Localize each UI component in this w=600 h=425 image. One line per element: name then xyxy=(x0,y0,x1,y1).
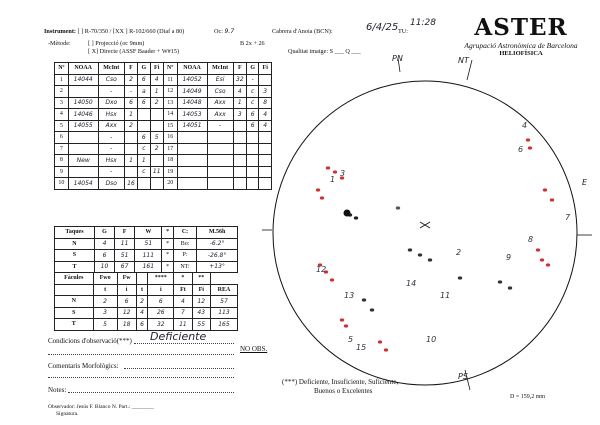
facules-row xyxy=(55,307,238,319)
sunspot-group-label: 3 xyxy=(340,169,346,178)
facules-cell: 18 xyxy=(117,319,136,331)
facules-cell: 165 xyxy=(210,319,237,331)
groups-header-cell: NOAA xyxy=(177,63,207,75)
sunspot-mark xyxy=(550,198,554,201)
facules-row xyxy=(55,296,238,308)
groups-cell: 5 xyxy=(150,132,163,144)
groups-cell: 4 xyxy=(259,109,272,121)
nt-label: NT xyxy=(458,56,469,65)
facules-cell: T xyxy=(55,319,94,331)
groups-cell xyxy=(246,178,258,190)
groups-cell: - xyxy=(98,143,124,155)
location-label: Cabrera d'Anoia (BCN): xyxy=(272,28,333,35)
groups-cell xyxy=(68,86,98,98)
groups-cell: 4 xyxy=(55,109,69,121)
groups-cell xyxy=(207,132,233,144)
groups-cell: Hsx xyxy=(98,109,124,121)
sunspot-mark xyxy=(543,188,547,191)
groups-cell: 1 xyxy=(150,86,163,98)
quality-label: Qualitat imatge: S ___ Q ___ xyxy=(288,48,361,55)
groups-cell xyxy=(150,109,163,121)
groups-cell xyxy=(68,166,98,178)
groups-cell: Dso xyxy=(98,178,124,190)
groups-cell: 9 xyxy=(55,166,69,178)
groups-cell xyxy=(233,178,246,190)
groups-header-cell: Nº xyxy=(163,63,177,75)
facules-cell: 11 xyxy=(174,319,192,331)
facules-cell: 7 xyxy=(174,307,192,319)
sunspot-group-label: 8 xyxy=(528,235,534,244)
solar-disc-outline xyxy=(273,81,577,385)
conditions-line xyxy=(134,343,234,344)
groups-cell xyxy=(177,143,207,155)
facules-cell xyxy=(55,284,94,296)
observer-line: Observador: Jesús F. Blanco N. Part.: ________ xyxy=(48,404,154,410)
totals-cell: +13° xyxy=(197,261,238,273)
groups-cell xyxy=(138,109,150,121)
totals-table xyxy=(54,226,238,273)
totals-cell: S xyxy=(55,250,95,262)
instrument-line xyxy=(44,28,184,35)
groups-header-cell: F xyxy=(124,63,137,75)
facules-cell: 2 xyxy=(136,296,148,308)
groups-cell xyxy=(233,120,246,132)
pn-label: PN xyxy=(392,54,403,63)
facules-cell: 57 xyxy=(210,296,237,308)
groups-cell xyxy=(68,132,98,144)
facules-cell: ** xyxy=(192,273,210,285)
groups-cell: 15 xyxy=(163,120,177,132)
sunspot-mark xyxy=(344,324,348,327)
groups-cell: 4 xyxy=(259,120,272,132)
sunspot-group-label: 5 xyxy=(348,335,354,344)
groups-cell: - xyxy=(98,166,124,178)
groups-cell: a xyxy=(138,86,150,98)
morph-line xyxy=(124,368,234,369)
groups-cell: 3 xyxy=(233,109,246,121)
groups-cell: 14054 xyxy=(68,178,98,190)
groups-cell: 8 xyxy=(259,97,272,109)
groups-cell xyxy=(233,155,246,167)
sunspot-group-label: 10 xyxy=(426,335,437,344)
totals-header-cell: G xyxy=(94,227,114,239)
groups-cell: 14049 xyxy=(177,86,207,98)
conditions-label: Condicions d'observació(***) xyxy=(48,337,132,345)
notes-label: Notes: xyxy=(48,386,67,394)
ps-label: PS xyxy=(458,372,468,381)
groups-cell xyxy=(68,143,98,155)
sunspot-mark xyxy=(362,298,366,301)
groups-header-cell: McInt xyxy=(207,63,233,75)
groups-cell: 6 xyxy=(138,97,150,109)
legend-line-1: (***) Deficiente, Insuficiente, Suficiente, xyxy=(282,378,399,386)
totals-cell: 161 xyxy=(135,261,162,273)
facules-cell: t xyxy=(136,284,148,296)
conditions-value: Deficiente xyxy=(150,330,207,343)
groups-cell: 1 xyxy=(124,109,137,121)
groups-cell: 8 xyxy=(55,155,69,167)
groups-cell: Cso xyxy=(98,74,124,86)
groups-cell: - xyxy=(124,86,137,98)
groups-cell xyxy=(246,143,258,155)
facules-cell: 6 xyxy=(136,319,148,331)
sunspot-group-label: 13 xyxy=(344,291,355,300)
groups-cell: 14044 xyxy=(68,74,98,86)
groups-cell: Dxo xyxy=(98,97,124,109)
facules-cell: Ft xyxy=(174,284,192,296)
groups-cell xyxy=(246,166,258,178)
groups-cell: 6 xyxy=(246,120,258,132)
groups-cell xyxy=(207,166,233,178)
method-projection: [ ] Projecció (oc 9mm) xyxy=(88,40,145,47)
facules-cell: 5 xyxy=(93,319,117,331)
sunspot-group-label: 15 xyxy=(356,343,367,352)
sunspot-mark xyxy=(458,276,462,279)
groups-cell: 32 xyxy=(233,74,246,86)
groups-header-cell: Fi xyxy=(150,63,163,75)
method-direct: [ X] Directe (ASSF Baader + W#15) xyxy=(88,48,180,55)
facules-cell: 4 xyxy=(136,307,148,319)
facules-cell: 26 xyxy=(148,307,174,319)
groups-cell: Esi xyxy=(207,74,233,86)
e-label: E xyxy=(582,178,588,187)
groups-cell: 14053 xyxy=(177,109,207,121)
groups-row xyxy=(55,109,272,121)
totals-cell: 111 xyxy=(135,250,162,262)
groups-cell: Hsx xyxy=(98,155,124,167)
logo-title: ASTER xyxy=(474,14,568,41)
totals-header-cell: Taques xyxy=(55,227,95,239)
facules-cell xyxy=(136,273,148,285)
groups-cell: 1 xyxy=(55,74,69,86)
groups-cell: 7 xyxy=(55,143,69,155)
sunspot-group-labels xyxy=(316,121,571,352)
facules-cell: 113 xyxy=(210,307,237,319)
oc-label: Oc: xyxy=(214,28,223,35)
sunspot-mark xyxy=(540,258,544,261)
groups-cell: 2 xyxy=(150,143,163,155)
sunspot-mark xyxy=(536,248,540,251)
facules-cell: 12 xyxy=(117,307,136,319)
groups-cell: 2 xyxy=(124,120,137,132)
sunspot-mark xyxy=(428,258,432,261)
date-value: 6/4/25 xyxy=(366,22,399,33)
groups-cell xyxy=(150,155,163,167)
legend-line-2: Buenos o Excelentes xyxy=(314,387,373,395)
totals-cell: 10 xyxy=(94,261,114,273)
groups-cell: 12 xyxy=(163,86,177,98)
sunspot-group-label: 14 xyxy=(406,279,417,288)
groups-cell: 6 xyxy=(246,109,258,121)
instrument-label: Instrument: xyxy=(44,28,76,35)
groups-row xyxy=(55,155,272,167)
facules-row xyxy=(55,284,238,296)
totals-cell: * xyxy=(162,261,173,273)
sunspot-group-label: 2 xyxy=(456,248,462,257)
oc-field xyxy=(214,28,234,35)
groups-cell: 14051 xyxy=(177,120,207,132)
sunspot-mark xyxy=(396,206,400,209)
sunspot-group-label: 7 xyxy=(565,213,571,222)
groups-cell: 14046 xyxy=(68,109,98,121)
groups-cell: 14055 xyxy=(68,120,98,132)
totals-cell: Bo: xyxy=(173,238,196,250)
groups-row xyxy=(55,86,272,98)
totals-cell: 6 xyxy=(94,250,114,262)
groups-cell: 6 xyxy=(124,97,137,109)
logo-section: HELIOFÍSICA xyxy=(499,50,543,57)
groups-cell: Axx xyxy=(207,97,233,109)
groups-cell: Axx xyxy=(207,109,233,121)
groups-row xyxy=(55,178,272,190)
groups-cell: c xyxy=(138,166,150,178)
facules-cell: 6 xyxy=(117,296,136,308)
sunspot-group-label: 11 xyxy=(440,291,451,300)
b-label: B 2x + 26 xyxy=(240,40,265,47)
sunspot-mark xyxy=(370,308,374,311)
groups-cell xyxy=(150,178,163,190)
groups-cell: c xyxy=(246,97,258,109)
totals-cell: 51 xyxy=(135,238,162,250)
sunspot-mark xyxy=(320,196,324,199)
groups-cell: - xyxy=(98,132,124,144)
facules-cell: t xyxy=(93,284,117,296)
sunspot-mark xyxy=(354,216,358,219)
totals-row xyxy=(55,261,238,273)
facules-table xyxy=(54,272,238,331)
groups-cell: 1 xyxy=(124,155,137,167)
sunspot-groups xyxy=(316,138,554,351)
sunspot-mark xyxy=(508,286,512,289)
facules-cell: 32 xyxy=(148,319,174,331)
sunspot-group-label: 6 xyxy=(518,145,524,154)
totals-header-cell: W xyxy=(135,227,162,239)
groups-header-cell: Nº xyxy=(55,63,69,75)
groups-cell xyxy=(124,166,137,178)
facules-cell: S xyxy=(55,307,94,319)
tu-label: TU: xyxy=(398,28,408,35)
totals-cell: * xyxy=(162,250,173,262)
instrument-options: [ ] R-70/350 / [XX ] R-102/660 (Diaf a 80) xyxy=(77,28,185,35)
groups-cell: 3 xyxy=(55,97,69,109)
sunspot-group-label: 9 xyxy=(506,253,512,262)
sunspot-group-label: 4 xyxy=(522,121,528,130)
sunspot-group-label: 12 xyxy=(316,265,327,274)
diameter-label: D = 159,2 mm xyxy=(510,394,546,400)
groups-cell xyxy=(124,132,137,144)
groups-cell xyxy=(233,166,246,178)
totals-cell: P: xyxy=(173,250,196,262)
groups-cell: - xyxy=(98,86,124,98)
totals-cell: N xyxy=(55,238,95,250)
groups-cell xyxy=(207,155,233,167)
groups-header-cell: F xyxy=(233,63,246,75)
sunspot-mark xyxy=(326,166,330,169)
groups-cell: 14052 xyxy=(177,74,207,86)
facules-cell: 2 xyxy=(93,296,117,308)
totals-header-cell: F xyxy=(115,227,135,239)
groups-cell: 10 xyxy=(55,178,69,190)
groups-cell: Cso xyxy=(207,86,233,98)
groups-cell: 16 xyxy=(163,132,177,144)
groups-cell: c xyxy=(138,143,150,155)
totals-header-cell: C: xyxy=(173,227,196,239)
groups-cell: 4 xyxy=(150,74,163,86)
method-label: -Mètode: xyxy=(48,40,71,47)
groups-cell xyxy=(177,132,207,144)
groups-cell: 16 xyxy=(124,178,137,190)
sunspot-mark xyxy=(418,253,422,256)
facules-cell: N xyxy=(55,296,94,308)
groups-cell: 17 xyxy=(163,143,177,155)
facules-row xyxy=(55,319,238,331)
sunspot-mark xyxy=(408,248,412,251)
groups-header-cell: G xyxy=(246,63,258,75)
totals-cell: 67 xyxy=(115,261,135,273)
totals-cell: 11 xyxy=(115,238,135,250)
groups-cell: - xyxy=(246,74,258,86)
groups-cell: 20 xyxy=(163,178,177,190)
sunspot-mark xyxy=(378,340,382,343)
groups-cell: 14050 xyxy=(68,97,98,109)
sunspot-mark xyxy=(330,278,334,281)
totals-cell: -6.2° xyxy=(197,238,238,250)
facules-cell: 3 xyxy=(93,307,117,319)
groups-cell: - xyxy=(207,120,233,132)
facules-cell: Fwo xyxy=(93,273,117,285)
groups-header-row xyxy=(55,63,272,75)
totals-row xyxy=(55,250,238,262)
no-obs-label: NO OBS. xyxy=(240,345,268,353)
groups-cell: 11 xyxy=(150,166,163,178)
totals-cell: T xyxy=(55,261,95,273)
facules-cell: * xyxy=(174,273,192,285)
groups-cell: Axx xyxy=(98,120,124,132)
totals-row xyxy=(55,238,238,250)
groups-header-cell: McInt xyxy=(98,63,124,75)
groups-cell xyxy=(207,143,233,155)
groups-cell: 11 xyxy=(163,74,177,86)
groups-header-cell: Fi xyxy=(259,63,272,75)
sunspot-mark xyxy=(316,188,320,191)
logo-subtitle: Agrupació Astronòmica de Barcelona xyxy=(464,41,578,50)
groups-row xyxy=(55,143,272,155)
facules-cell: Fw xyxy=(117,273,136,285)
totals-cell: 51 xyxy=(115,250,135,262)
groups-table xyxy=(54,62,272,190)
groups-cell xyxy=(246,132,258,144)
groups-cell: 2 xyxy=(124,74,137,86)
groups-header-cell: G xyxy=(138,63,150,75)
sunspot-mark xyxy=(333,170,337,173)
solar-disc-drawing xyxy=(260,50,600,420)
groups-cell xyxy=(138,178,150,190)
groups-row xyxy=(55,166,272,178)
totals-cell: -26.8° xyxy=(197,250,238,262)
facules-cell: 55 xyxy=(192,319,210,331)
oc-value: 9.7 xyxy=(224,28,235,35)
groups-cell: 14 xyxy=(163,109,177,121)
groups-cell: 5 xyxy=(55,120,69,132)
totals-cell: NT: xyxy=(173,261,196,273)
sunspot-mark xyxy=(384,348,388,351)
groups-cell: 2 xyxy=(150,97,163,109)
groups-row xyxy=(55,132,272,144)
facules-cell: 6 xyxy=(148,296,174,308)
facules-cell: **** xyxy=(148,273,174,285)
groups-cell: 6 xyxy=(138,132,150,144)
totals-cell: 4 xyxy=(94,238,114,250)
groups-cell xyxy=(150,120,163,132)
groups-cell: 1 xyxy=(138,155,150,167)
groups-cell: 2 xyxy=(55,86,69,98)
totals-cell: * xyxy=(162,238,173,250)
totals-header-cell: M.56h xyxy=(197,227,238,239)
groups-cell: New xyxy=(68,155,98,167)
facules-cell: 43 xyxy=(192,307,210,319)
facules-cell: Fi xyxy=(192,284,210,296)
groups-cell: 4 xyxy=(233,86,246,98)
groups-row xyxy=(55,120,272,132)
sunspot-mark xyxy=(498,280,502,283)
facules-cell: 4 xyxy=(174,296,192,308)
groups-header-cell: NOAA xyxy=(68,63,98,75)
sunspot-mark xyxy=(526,138,530,141)
groups-cell: 1 xyxy=(233,97,246,109)
morph-label: Comentaris Morfològics: xyxy=(48,362,119,370)
groups-cell: 6 xyxy=(138,74,150,86)
totals-header-cell: * xyxy=(162,227,173,239)
facules-cell: i xyxy=(148,284,174,296)
notes-line xyxy=(68,392,234,393)
signature-label: Signatura. xyxy=(56,411,79,417)
tu-value: 11:28 xyxy=(410,18,436,28)
groups-cell: c xyxy=(246,86,258,98)
groups-cell xyxy=(233,143,246,155)
groups-cell xyxy=(246,155,258,167)
groups-cell xyxy=(177,155,207,167)
groups-cell xyxy=(233,132,246,144)
groups-cell: 13 xyxy=(163,97,177,109)
groups-cell xyxy=(207,178,233,190)
sunspot-group-label: 1 xyxy=(330,175,336,184)
groups-row xyxy=(55,97,272,109)
sunspot-mark xyxy=(546,263,550,266)
groups-cell xyxy=(124,143,137,155)
sunspot-mark xyxy=(528,146,532,149)
morph-line-2 xyxy=(48,377,234,378)
groups-cell: 18 xyxy=(163,155,177,167)
groups-cell: 6 xyxy=(55,132,69,144)
conditions-line-2 xyxy=(48,354,234,355)
groups-cell xyxy=(138,120,150,132)
facules-cell: 12 xyxy=(192,296,210,308)
sunspot-mark xyxy=(340,318,344,321)
facules-cell: REA xyxy=(210,284,237,296)
groups-cell: 19 xyxy=(163,166,177,178)
large-sunspot xyxy=(344,210,351,217)
groups-cell xyxy=(177,166,207,178)
facules-cell: i xyxy=(117,284,136,296)
groups-row xyxy=(55,74,272,86)
facules-cell: Fàcules xyxy=(55,273,94,285)
groups-cell xyxy=(177,178,207,190)
groups-cell: 14048 xyxy=(177,97,207,109)
groups-cell: 3 xyxy=(259,86,272,98)
facules-row xyxy=(55,273,238,285)
